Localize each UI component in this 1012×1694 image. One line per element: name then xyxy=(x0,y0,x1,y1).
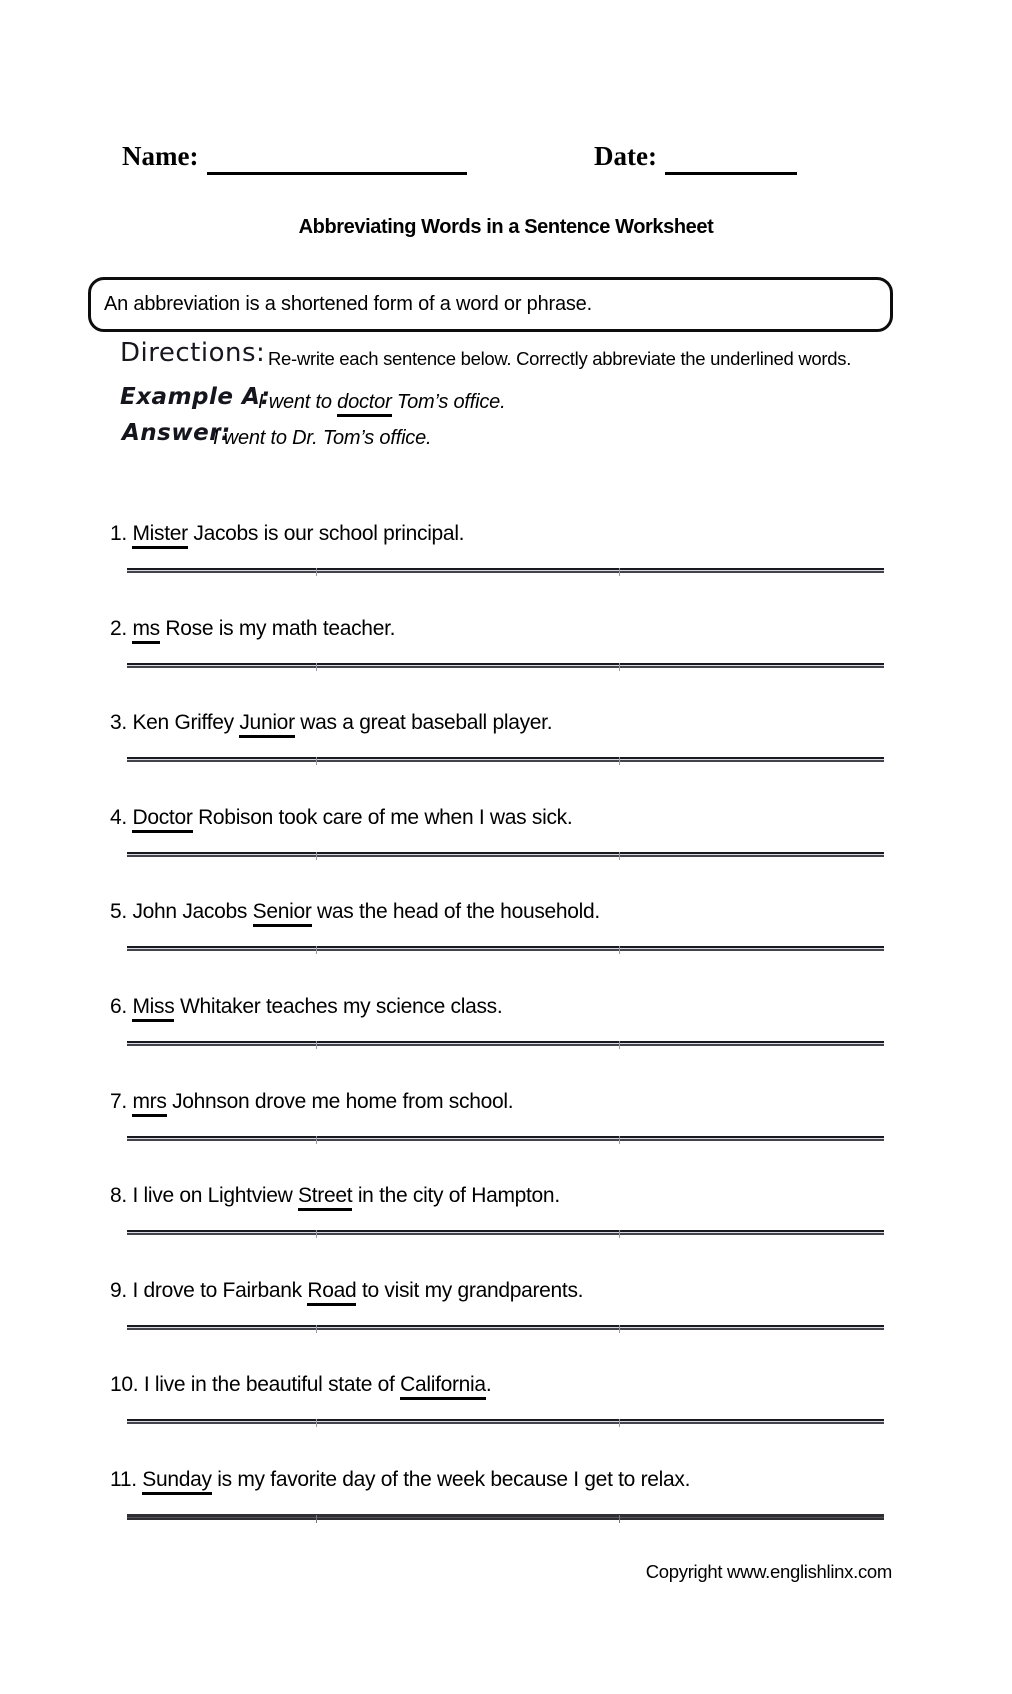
question-underlined-word: Miss xyxy=(132,995,174,1022)
answer-blank-line xyxy=(127,1230,884,1235)
question-item: 1. Mister Jacobs is our school principal. xyxy=(110,522,464,546)
question-number: 9. xyxy=(110,1279,127,1302)
question-item: 9. I drove to Fairbank Road to visit my grandparents. xyxy=(110,1279,583,1303)
question-underlined-word: Doctor xyxy=(132,806,192,833)
question-item: 7. mrs Johnson drove me home from school. xyxy=(110,1090,513,1114)
question-number: 2. xyxy=(110,617,127,640)
question-underlined-word: Junior xyxy=(239,711,294,738)
answer-blank-line xyxy=(127,1041,884,1046)
example-pre: I went to xyxy=(258,391,338,413)
directions-text: Re-write each sentence below. Correctly abbreviate the underlined words. xyxy=(268,348,852,369)
name-label: Name: xyxy=(122,141,199,171)
example-post: Tom’s office. xyxy=(391,391,506,413)
question-underlined-word: California xyxy=(400,1373,486,1400)
example-label: Example A: xyxy=(120,384,271,410)
question-number: 11. xyxy=(110,1468,137,1491)
worksheet-title: Abbreviating Words in a Sentence Worksheet xyxy=(298,216,714,238)
question-underlined-word: ms xyxy=(132,617,159,644)
question-number: 5. xyxy=(110,900,127,923)
question-underlined-word: Sunday xyxy=(142,1468,211,1495)
copyright-text: Copyright www.englishlinx.com xyxy=(645,1561,892,1582)
answer-blank-line xyxy=(127,757,884,762)
question-number: 3. xyxy=(110,711,127,734)
question-item: 6. Miss Whitaker teaches my science class. xyxy=(110,995,502,1019)
answer-blank-line xyxy=(127,568,884,573)
question-item: 3. Ken Griffey Junior was a great baseball player. xyxy=(110,711,552,735)
question-item: 5. John Jacobs Senior was the head of the household. xyxy=(110,900,600,924)
date-label: Date: xyxy=(594,141,657,171)
question-number: 6. xyxy=(110,995,127,1018)
answer-blank-line xyxy=(127,852,884,857)
question-number: 1. xyxy=(110,522,127,545)
answer-blank-line xyxy=(127,1514,884,1520)
question-number: 10. xyxy=(110,1373,139,1396)
question-number: 8. xyxy=(110,1184,127,1207)
question-underlined-word: Street xyxy=(298,1184,352,1211)
question-item: 10. I live in the beautiful state of California. xyxy=(110,1373,491,1397)
answer-label: Answer: xyxy=(122,420,231,446)
date-blank-line xyxy=(665,172,797,175)
question-item: 8. I live on Lightview Street in the city of Hampton. xyxy=(110,1184,560,1208)
question-item: 4. Doctor Robison took care of me when I was sick. xyxy=(110,806,572,830)
answer-blank-line xyxy=(127,663,884,668)
question-item: 11. Sunday is my favorite day of the week because I get to relax. xyxy=(110,1468,690,1492)
question-number: 4. xyxy=(110,806,127,829)
example-sentence xyxy=(258,391,505,414)
question-underlined-word: Road xyxy=(307,1279,356,1306)
question-underlined-word: mrs xyxy=(132,1090,166,1117)
example-underlined-word: doctor xyxy=(337,391,391,417)
question-number: 7. xyxy=(110,1090,127,1113)
answer-sentence: I went to Dr. Tom’s office. xyxy=(213,427,432,449)
answer-blank-line xyxy=(127,1419,884,1424)
question-underlined-word: Senior xyxy=(253,900,312,927)
answer-blank-line xyxy=(127,1325,884,1330)
definition-text: An abbreviation is a shortened form of a word or phrase. xyxy=(104,293,592,315)
question-underlined-word: Mister xyxy=(132,522,187,549)
answer-blank-line xyxy=(127,1136,884,1141)
definition-box xyxy=(88,277,893,332)
directions-label: Directions: xyxy=(120,338,266,368)
answer-blank-line xyxy=(127,946,884,951)
question-item: 2. ms Rose is my math teacher. xyxy=(110,617,395,641)
name-blank-line xyxy=(207,172,467,175)
